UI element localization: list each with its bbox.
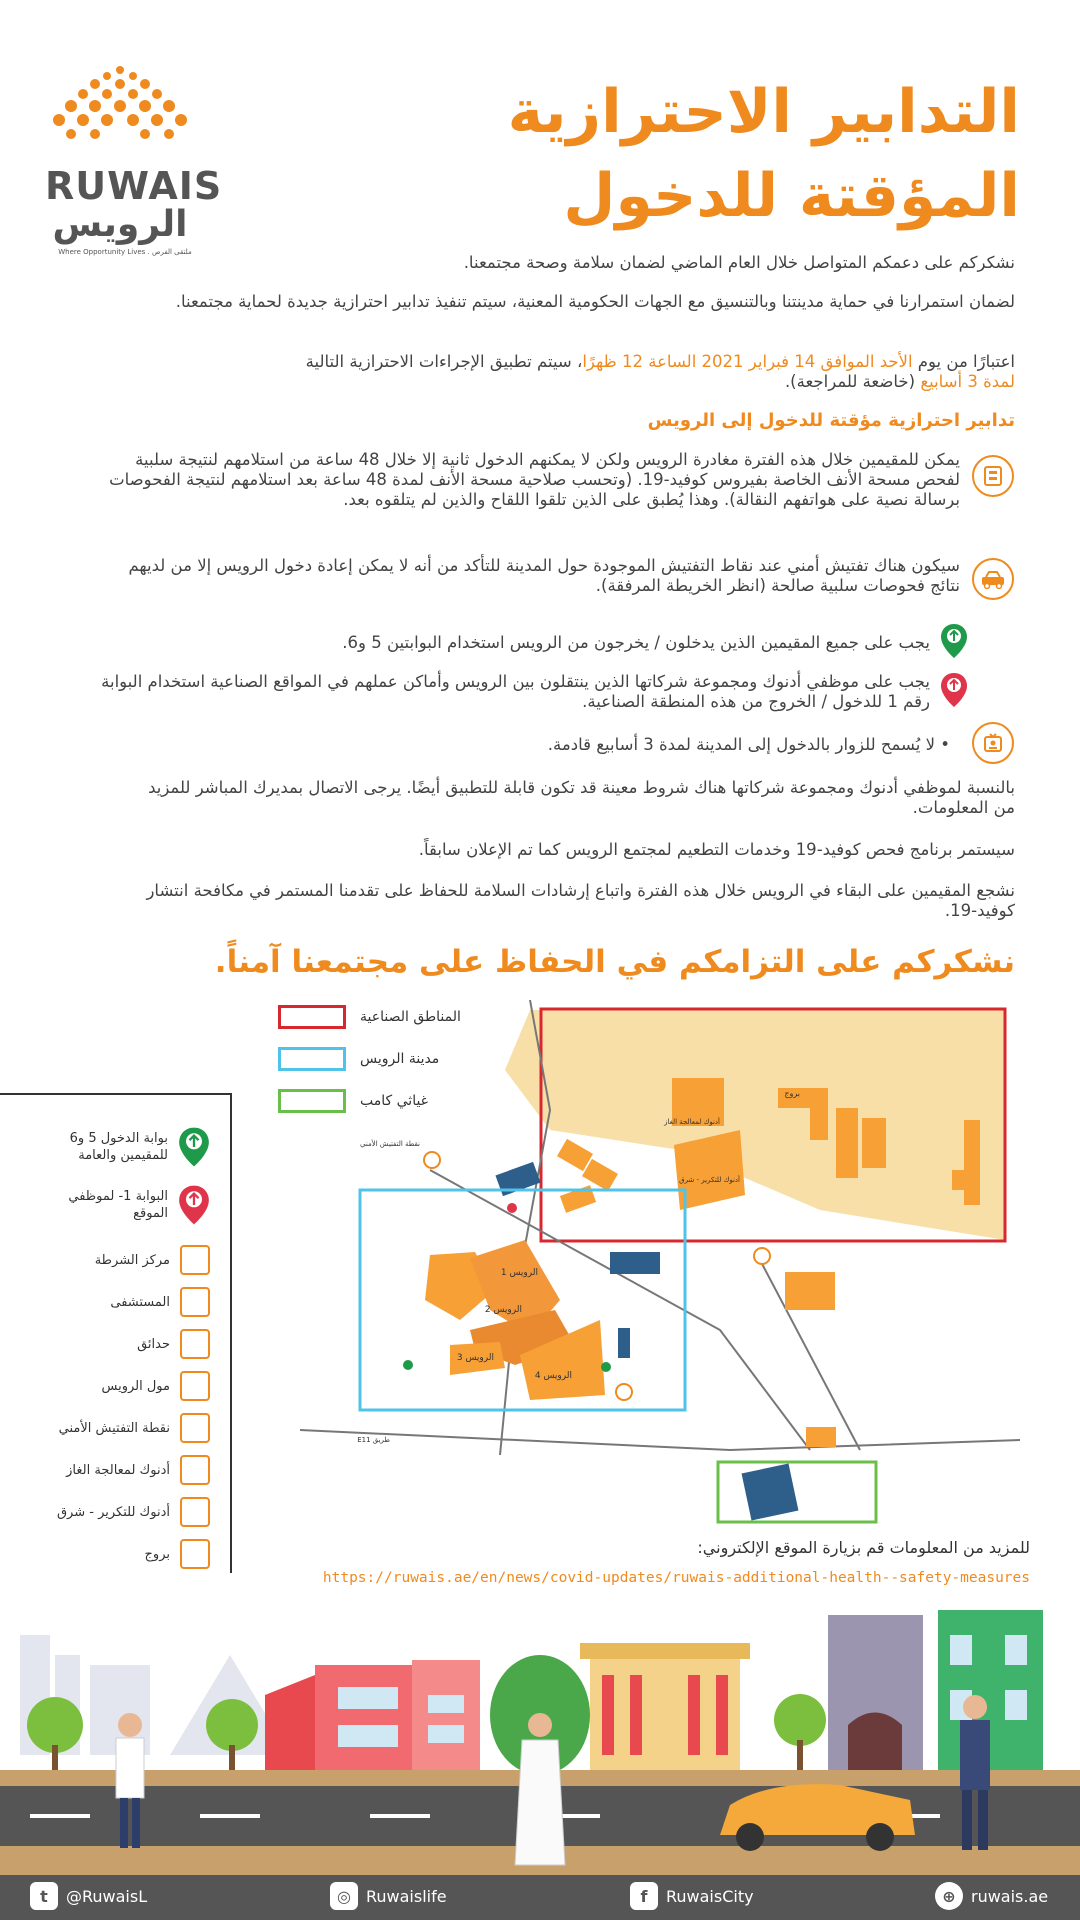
instagram-handle: Ruwaislife (366, 1886, 447, 1906)
red-gate-icon (507, 1203, 517, 1213)
twitter-handle: @RuwaisL (66, 1886, 148, 1906)
map-icon-legend (0, 1093, 232, 1573)
borouge-icon (180, 1539, 210, 1569)
logo-dots-icon (45, 62, 195, 162)
hospital-icon (180, 1287, 210, 1317)
p3-date-highlight: الأحد الموافق 14 فبراير 2021 الساعة 12 ظهرًا (582, 352, 913, 371)
bullet-text-3: يجب على جميع المقيمين الذين يدخلون / يخرجون من الرويس استخدام البوابتين 5 و6. (342, 633, 930, 652)
intro-paragraph-3 (135, 352, 1015, 392)
legend-label: مول الرويس (101, 1378, 170, 1394)
tree-icon (206, 1699, 258, 1751)
legend-item-police (95, 1245, 210, 1275)
website-link[interactable] (935, 1882, 1048, 1910)
logo-name-ar: الرويس (52, 204, 188, 245)
industrial-building (836, 1108, 858, 1178)
industrial-building (557, 1139, 593, 1171)
map-label-ruwais-1: الرويس 1 (500, 1268, 538, 1278)
intro-paragraph-1: نشكركم على دعمكم المتواصل خلال العام الماضي لضمان سلامة وصحة مجتمعنا. (463, 253, 1015, 272)
legend-item-hospital (110, 1287, 210, 1317)
checkpoint-icon (754, 1248, 770, 1264)
legend-item-checkpoint (59, 1413, 210, 1443)
legend-item-gas (66, 1455, 210, 1485)
note-paragraph-3: نشجع المقيمين على البقاء في الرويس خلال هذه الفترة واتباع إرشادات السلامة للحفاظ على تقدمنا المستمر في مكافحة انتشار كوفيد-19. (146, 881, 1015, 920)
blue-block (610, 1252, 660, 1274)
legend-item-worker-gate (48, 1183, 210, 1227)
legend-label: مركز الشرطة (94, 1252, 170, 1268)
map-label-refining: أدنوك للتكرير - شرق (679, 1176, 740, 1184)
legend-label: بروج (144, 1546, 170, 1562)
checkpoint-icon (616, 1384, 632, 1400)
external-building (785, 1272, 835, 1310)
red-pin-icon (178, 1183, 210, 1227)
park-icon (180, 1329, 210, 1359)
map-legend-label: مدينة الرويس (360, 1051, 440, 1067)
thanks-heading: نشكركم على التزامكم في الحفاظ على مجتمعنا آمناً. (214, 944, 1015, 980)
industrial-building (862, 1118, 886, 1168)
legend-item-resident-gate (48, 1125, 210, 1169)
map-label-checkpoint: نقطة التفتيش الأمني (360, 1140, 420, 1148)
red-pin-icon (940, 672, 968, 708)
map-label-road: طريق E11 (357, 1436, 390, 1444)
facebook-link[interactable] (630, 1882, 754, 1910)
info-url-link[interactable]: https://ruwais.ae/en/news/covid-updates/ruwais-additional-health--safety-measures (322, 1570, 1030, 1586)
external-building (806, 1427, 836, 1447)
refinery-icon (180, 1497, 210, 1527)
building-coral (412, 1660, 480, 1775)
green-pin-icon (178, 1125, 210, 1169)
note-paragraph-2: سيستمر برنامج فحص كوفيد-19 وخدمات التطعيم لمجتمع الرويس كما تم الإعلان سابقاً. (418, 840, 1015, 859)
bullet-text-4: يجب على موظفي أدنوك ومجموعة شركاتها الذين ينتقلون بين الرويس وأماكن عملهم في المواقع الصناعية استخدام البوابة رقم 1 للدخول / الخروج من هذه المنطقة الصناعية. (101, 672, 930, 711)
section-subheading: تدابير احترازية مؤقتة للدخول إلى الرويس (647, 410, 1015, 431)
map-label-ruwais-2: الرويس 2 (484, 1305, 522, 1315)
bullet-text-5: • لا يُسمح للزوار بالدخول إلى المدينة لمدة 3 أسابيع قادمة. (547, 735, 950, 754)
legend-label: حدائق (137, 1336, 170, 1352)
legend-item-parks (137, 1329, 210, 1359)
camp-block (742, 1464, 799, 1521)
note-paragraph-1: بالنسبة لموظفي أدنوك ومجموعة شركاتها هناك شروط معينة قد تكون قابلة للتطبيق أيضًا. يرجى الاتصال بمديرك المباشر للمزيد من المعلومات. (148, 778, 1015, 817)
bullet-text-1: يمكن للمقيمين خلال هذه الفترة مغادرة الرويس ولكن لا يمكنهم الدخول ثانية إلا خلال 48 ساعة من استلامهم لنتيجة سلبية لفحص مسحة الأنف الخاصة بفيروس كوفيد-19. (وتحسب صلاحية مسحة الأنف لمدة 48 ساعة بعد استلامهم لنتيجة الفحوصات برسالة نصية على هواتفهم النقالة). وهذا يُطبق على الذين تلقوا اللقاح والذين لم يتلقوه بعد. (109, 450, 960, 509)
building-pink (315, 1665, 415, 1775)
twitter-icon: t (30, 1882, 58, 1910)
p3-text-a: اعتبارًا من يوم (912, 352, 1015, 371)
legend-item-mall (102, 1371, 210, 1401)
test-tube-icon (972, 455, 1014, 497)
street-illustration (0, 1595, 1080, 1875)
p3-duration-highlight: لمدة 3 أسابيع (920, 372, 1015, 391)
p3-text-c: (خاضعة للمراجعة). (784, 372, 921, 391)
page-title (460, 70, 1020, 238)
map-legend-label: غياثي كامب (360, 1093, 429, 1109)
legend-label: بوابة الدخول 5 و6 للمقيمين والعامة (69, 1131, 168, 1163)
mall-icon (180, 1371, 210, 1401)
instagram-link[interactable] (330, 1882, 447, 1910)
map-label-gas: أدنوك لمعالجة الغاز (664, 1118, 720, 1126)
footer-bar (0, 1875, 1080, 1920)
facebook-handle: RuwaisCity (666, 1886, 754, 1906)
logo-name-en: RUWAIS (45, 164, 223, 208)
legend-label: أدنوك للتكرير - شرق (56, 1504, 170, 1520)
checkpoint-icon (180, 1413, 210, 1443)
bullet-text-5-body: لا يُسمح للزوار بالدخول إلى المدينة لمدة 3 أسابيع قادمة. (547, 735, 936, 754)
logo-tagline: Where Opportunity Lives . ملتقى الفرص (58, 248, 192, 256)
title-line-1: التدابير الاحترازية (507, 77, 1020, 147)
title-line-2: المؤقتة للدخول (563, 161, 1020, 231)
green-pin-icon (940, 623, 968, 659)
legend-label: نقطة التفتيش الأمني (58, 1420, 170, 1436)
legend-label: أدنوك لمعالجة الغاز (66, 1462, 170, 1478)
intro-paragraph-2: لضمان استمرارنا في حماية مدينتنا وبالتنسيق مع الجهات الحكومية المعنية، سيتم تنفيذ تدابير احترازية جديدة لحماية مجتمعنا. (175, 292, 1015, 311)
checkpoint-icon (424, 1152, 440, 1168)
ghiyathi-camp-outline (718, 1462, 876, 1522)
instagram-icon: ◎ (330, 1882, 358, 1910)
green-gate-icon (601, 1362, 611, 1372)
legend-item-refinery (57, 1497, 210, 1527)
car-checkpoint-icon (972, 558, 1014, 600)
blue-block (618, 1328, 630, 1358)
map-label-ruwais-3: الرويس 3 (456, 1353, 494, 1363)
website-url: ruwais.ae (971, 1886, 1049, 1906)
map-label-borouge: بروج (784, 1089, 800, 1098)
facebook-icon: f (630, 1882, 658, 1910)
tree-icon (774, 1694, 826, 1746)
more-info-text: للمزيد من المعلومات قم بزيارة الموقع الإلكتروني: (697, 1538, 1030, 1557)
building-red (265, 1675, 315, 1775)
map-label-ruwais-4: الرويس 4 (534, 1371, 572, 1381)
visitor-badge-icon (972, 722, 1014, 764)
green-gate-icon (403, 1360, 413, 1370)
p3-text-b: ، سيتم تطبيق الإجراءات الاحترازية التالية (305, 352, 583, 371)
ruwais-logo (45, 62, 223, 262)
gas-plant-icon (180, 1455, 210, 1485)
twitter-link[interactable] (30, 1882, 147, 1910)
road-e11 (300, 1430, 1020, 1450)
police-icon (180, 1245, 210, 1275)
ruwais-map (300, 990, 1020, 1530)
legend-item-borouge (145, 1539, 210, 1569)
legend-label: المستشفى (110, 1294, 170, 1310)
map-legend-label: المناطق الصناعية (360, 1009, 461, 1025)
globe-icon: ⊕ (935, 1882, 963, 1910)
tree-icon (27, 1697, 83, 1753)
legend-label: البوابة 1- لموظفي الموقع (68, 1189, 168, 1221)
bullet-text-2: سيكون هناك تفتيش أمني عند نقاط التفتيش الموجودة حول المدينة للتأكد من أنه لا يمكن إعادة دخول الرويس إلا من لديهم نتائج فحوصات سلبية صالحة (انظر الخريطة المرفقة). (128, 556, 960, 595)
